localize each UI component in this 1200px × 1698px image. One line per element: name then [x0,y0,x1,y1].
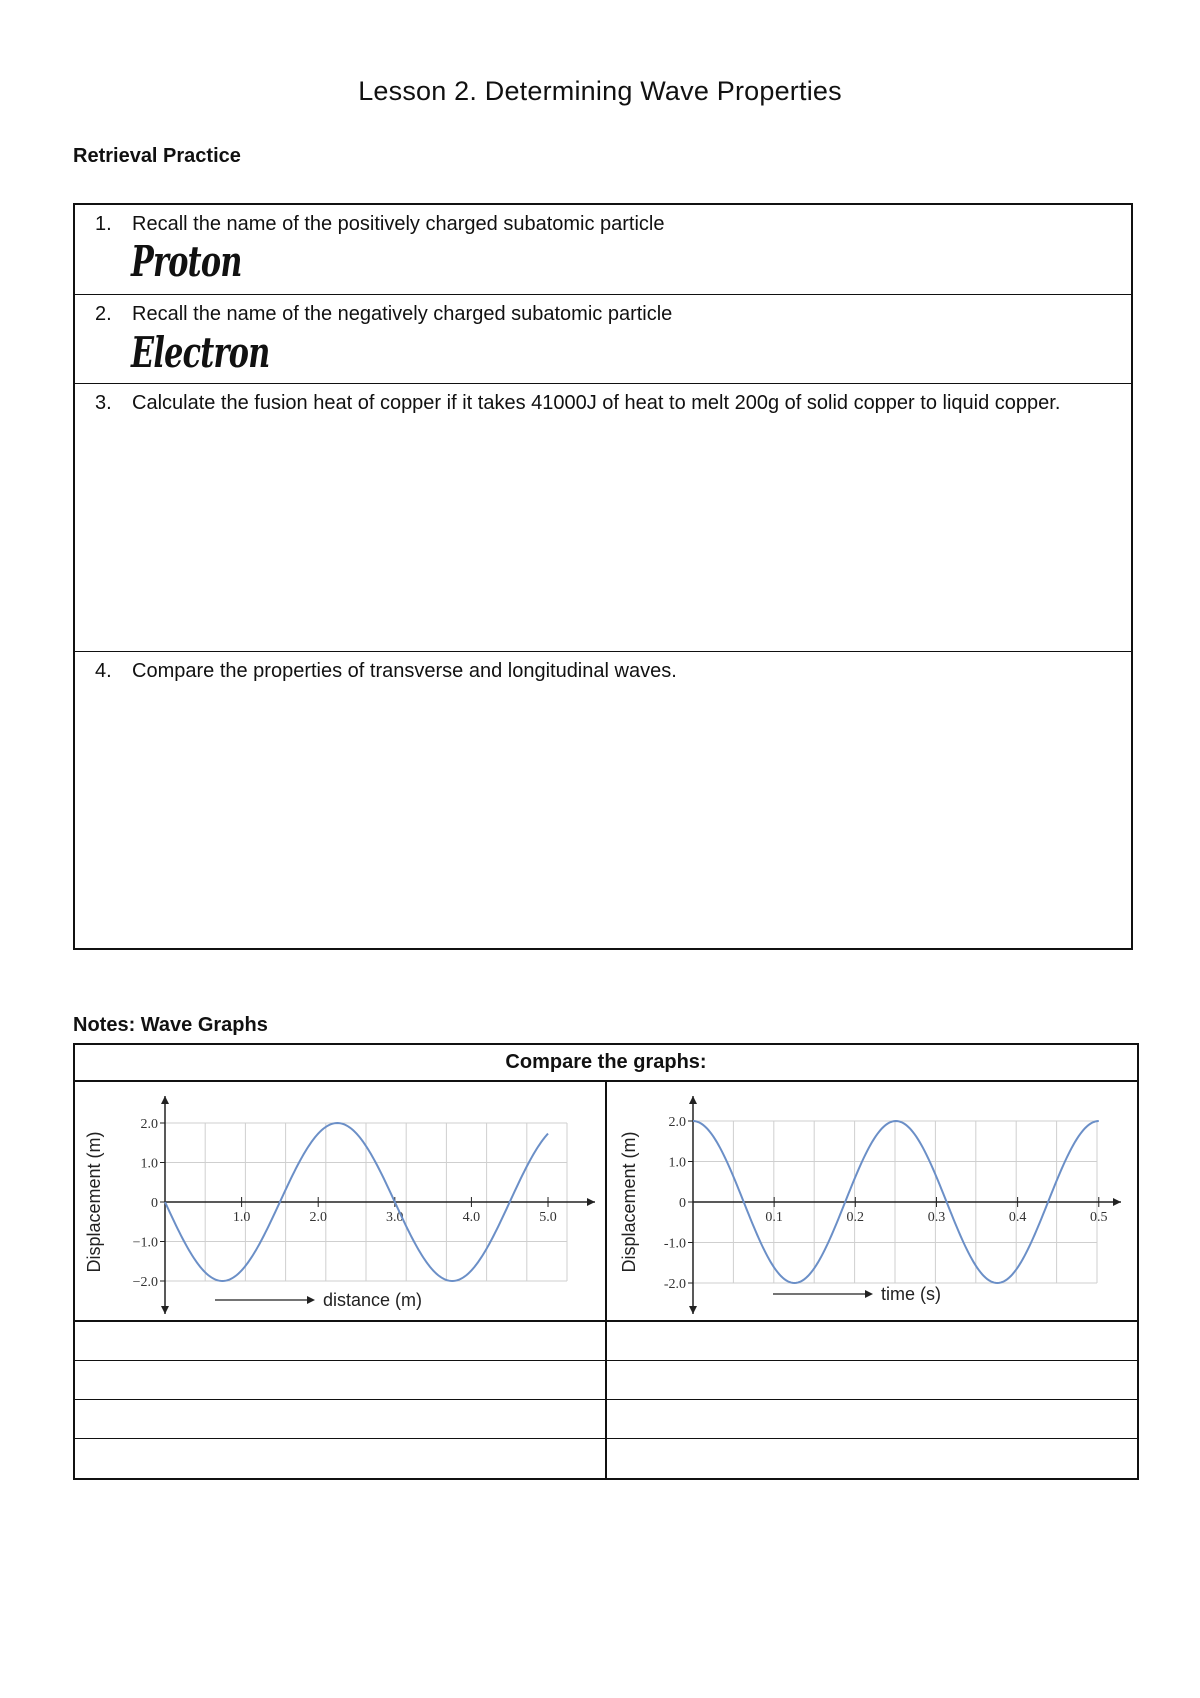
y-tick-label: -2.0 [663,1277,686,1292]
x-axis-label: distance (m) [323,1290,423,1310]
y-tick-label: −2.0 [132,1275,158,1290]
x-tick-label: 1.0 [232,1210,251,1225]
y-axis-label: Displacement (m) [84,1131,104,1273]
handwritten-answer: Proton [131,237,242,286]
answer-row [75,1439,1137,1478]
answer-cell[interactable] [605,1322,1137,1360]
x-axis-label: time (s) [881,1284,941,1304]
answer-cell[interactable] [605,1400,1137,1438]
y-tick-label: 1.0 [140,1156,158,1172]
graph-row [75,1082,1137,1322]
x-tick-label: 4.0 [462,1210,481,1225]
y-tick-label: 0 [679,1196,686,1211]
y-tick-label: 1.0 [668,1155,686,1171]
x-tick-label: 3.0 [386,1210,404,1225]
answer-row [75,1361,1137,1400]
x-tick-label: 0.3 [927,1210,946,1225]
answer-cell[interactable] [75,1400,605,1438]
table-header: Compare the graphs: [75,1045,1137,1082]
question-row-4 [75,652,1131,948]
notes-heading: Notes: Wave Graphs [73,1014,268,1036]
y-tick-label: −1.0 [132,1235,158,1251]
x-tick-label: 0.1 [765,1210,783,1225]
wave-graphs-table [73,1043,1139,1480]
y-axis-arrow-up [689,1096,697,1104]
question-row-1 [75,205,1131,295]
retrieval-table [73,203,1133,950]
direction-arrow-head [307,1296,315,1304]
x-axis-arrow [1113,1198,1121,1206]
y-axis-arrow-up [161,1096,169,1104]
y-tick-label: -1.0 [663,1236,686,1252]
question-row-2 [75,295,1131,384]
question-text: Calculate the fusion heat of copper if it takes 41000J of heat to melt 200g of solid copper to liquid copper. [132,392,1061,414]
direction-arrow-head [865,1290,873,1298]
question-number: 2. [95,303,112,325]
y-axis-arrow-down [689,1306,697,1314]
y-axis-label: Displacement (m) [619,1131,639,1273]
answer-cell[interactable] [605,1361,1137,1399]
question-number: 3. [95,392,112,414]
question-text: Compare the properties of transverse and longitudinal waves. [132,660,677,682]
question-number: 1. [95,213,112,235]
x-tick-label: 0.5 [1090,1210,1108,1225]
answer-cell[interactable] [605,1439,1137,1478]
question-text: Recall the name of the positively charged subatomic particle [132,213,665,235]
y-tick-label: 2.0 [140,1117,158,1132]
y-axis-arrow-down [161,1306,169,1314]
answer-row [75,1400,1137,1439]
time-graph-cell [605,1082,1137,1320]
answer-cell[interactable] [75,1322,605,1360]
x-tick-label: 5.0 [539,1210,557,1225]
handwritten-answer: Electron [131,328,270,377]
distance-graph [75,1082,605,1322]
y-tick-label: 0 [151,1196,158,1211]
y-tick-label: 2.0 [668,1115,686,1130]
question-text: Recall the name of the negatively charged subatomic particle [132,303,673,325]
page-title: Lesson 2. Determining Wave Properties [358,76,842,106]
time-graph [607,1082,1137,1322]
answer-cell[interactable] [75,1439,605,1478]
retrieval-heading: Retrieval Practice [73,145,241,167]
x-axis-arrow [587,1198,595,1206]
x-tick-label: 2.0 [309,1210,327,1225]
answer-cell[interactable] [75,1361,605,1399]
distance-graph-cell [75,1082,605,1320]
question-row-3 [75,384,1131,652]
answer-row [75,1322,1137,1361]
x-tick-label: 0.2 [846,1210,865,1225]
question-number: 4. [95,660,112,682]
x-tick-label: 0.4 [1008,1210,1027,1225]
